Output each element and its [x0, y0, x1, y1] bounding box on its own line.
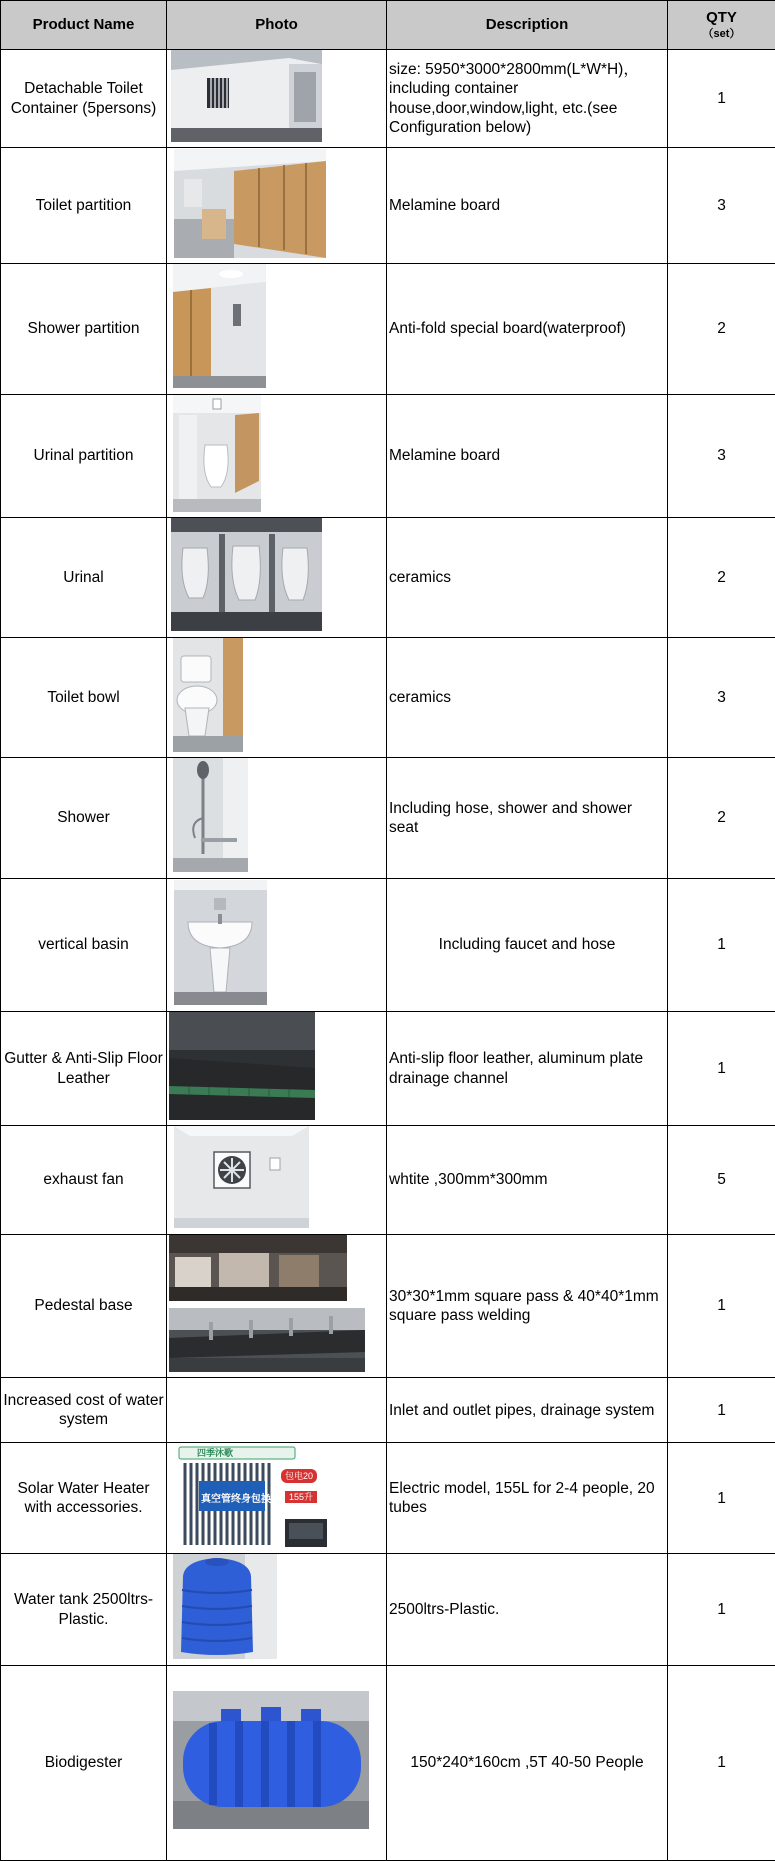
toilet-bowl-photo	[173, 638, 386, 757]
header-qty-unit: （set）	[668, 28, 775, 42]
product-photo-cell	[167, 757, 387, 878]
product-description: size: 5950*3000*2800mm(L*W*H)，including container house,door,window,light, etc.(see Configuration below)	[387, 50, 668, 148]
product-name: exhaust fan	[1, 1126, 167, 1234]
product-description: 150*240*160cm ,5T 40-50 People	[387, 1665, 668, 1860]
water-tank-photo	[173, 1554, 386, 1664]
product-qty: 2	[668, 757, 775, 878]
product-photo-cell	[167, 1126, 387, 1234]
table-row	[1, 394, 775, 517]
table-row	[1, 50, 775, 148]
urinal-photo	[171, 518, 386, 636]
product-photo-cell	[167, 1443, 387, 1554]
table-row	[1, 1126, 775, 1234]
product-description: Including hose, shower and shower seat	[387, 757, 668, 878]
basin-photo	[174, 880, 386, 1010]
shower-photo	[173, 758, 386, 877]
table-row	[1, 264, 775, 394]
product-qty: 3	[668, 637, 775, 757]
exhaust-fan-photo	[174, 1126, 386, 1233]
product-qty: 2	[668, 518, 775, 637]
product-photo-cell	[167, 1011, 387, 1125]
solar-banner-text: 四季沐歌	[197, 1447, 233, 1459]
solar-capacity-text: 155升	[285, 1491, 317, 1503]
product-qty: 1	[668, 1234, 775, 1378]
product-photo-cell	[167, 878, 387, 1011]
product-qty: 1	[668, 1665, 775, 1860]
product-description: 30*30*1mm square pass & 40*40*1mm square pass welding	[387, 1234, 668, 1378]
header-qty	[668, 1, 775, 50]
product-description: 2500ltrs-Plastic.	[387, 1554, 668, 1665]
product-name: Urinal	[1, 518, 167, 637]
table-row	[1, 1378, 775, 1443]
product-description: Electric model, 155L for 2-4 people, 20 tubes	[387, 1443, 668, 1554]
product-name: Water tank 2500ltrs-Plastic.	[1, 1554, 167, 1665]
shower-partition-photo	[173, 264, 386, 393]
product-name: Shower partition	[1, 264, 167, 394]
table-row	[1, 1665, 775, 1860]
product-description: Including faucet and hose	[387, 878, 668, 1011]
product-qty: 2	[668, 264, 775, 394]
table-row	[1, 637, 775, 757]
table-row	[1, 1443, 775, 1554]
header-description: Description	[387, 1, 668, 50]
product-qty: 1	[668, 1443, 775, 1554]
header-photo: Photo	[167, 1, 387, 50]
product-qty: 1	[668, 1554, 775, 1665]
product-photo-cell	[167, 637, 387, 757]
product-qty: 3	[668, 148, 775, 264]
product-qty: 5	[668, 1126, 775, 1234]
product-photo-cell	[167, 1554, 387, 1665]
urinal-partition-photo	[173, 395, 386, 517]
table-row	[1, 757, 775, 878]
product-description: Anti-slip floor leather, aluminum plate drainage channel	[387, 1011, 668, 1125]
container-photo	[171, 50, 386, 147]
product-qty: 1	[668, 1378, 775, 1443]
product-name: Toilet partition	[1, 148, 167, 264]
pedestal-base-photo-1	[169, 1235, 386, 1306]
product-qty: 3	[668, 394, 775, 517]
product-photo-cell	[167, 50, 387, 148]
product-photo-cell	[167, 148, 387, 264]
gutter-photo	[169, 1012, 386, 1125]
product-photo-cell	[167, 518, 387, 637]
solar-badge-text: 包电20	[281, 1469, 317, 1483]
product-photo-cell	[167, 1378, 387, 1443]
header-product-name: Product Name	[1, 1, 167, 50]
header-qty-label: QTY	[706, 9, 737, 26]
product-description: ceramics	[387, 637, 668, 757]
product-name: Shower	[1, 757, 167, 878]
product-name: Increased cost of water system	[1, 1378, 167, 1443]
product-name: Biodigester	[1, 1665, 167, 1860]
product-photo-cell	[167, 1234, 387, 1378]
table-row	[1, 1234, 775, 1378]
product-photo-cell	[167, 264, 387, 394]
product-name: vertical basin	[1, 878, 167, 1011]
table-row	[1, 878, 775, 1011]
solar-heater-photo	[177, 1445, 329, 1551]
product-name: Detachable Toilet Container (5persons)	[1, 50, 167, 148]
product-name: Solar Water Heater with accessories.	[1, 1443, 167, 1554]
header-row	[1, 1, 775, 50]
product-qty: 1	[668, 878, 775, 1011]
product-qty: 1	[668, 1011, 775, 1125]
product-qty: 1	[668, 50, 775, 148]
solar-tag-text: 真空管终身包换	[201, 1493, 271, 1507]
table-row	[1, 1011, 775, 1125]
product-description: Anti-fold special board(waterproof)	[387, 264, 668, 394]
product-name: Urinal partition	[1, 394, 167, 517]
product-name: Gutter & Anti-Slip Floor Leather	[1, 1011, 167, 1125]
product-name: Toilet bowl	[1, 637, 167, 757]
biodigester-photo	[173, 1691, 386, 1834]
product-description: whtite ,300mm*300mm	[387, 1126, 668, 1234]
table-row	[1, 518, 775, 637]
product-description: Inlet and outlet pipes, drainage system	[387, 1378, 668, 1443]
table-row	[1, 148, 775, 264]
product-description: ceramics	[387, 518, 668, 637]
toilet-partition-photo	[174, 149, 386, 263]
product-description: Melamine board	[387, 148, 668, 264]
table-row	[1, 1554, 775, 1665]
pedestal-base-photo-2	[169, 1308, 386, 1377]
product-photo-cell	[167, 394, 387, 517]
product-description: Melamine board	[387, 394, 668, 517]
product-photo-cell	[167, 1665, 387, 1860]
product-name: Pedestal base	[1, 1234, 167, 1378]
